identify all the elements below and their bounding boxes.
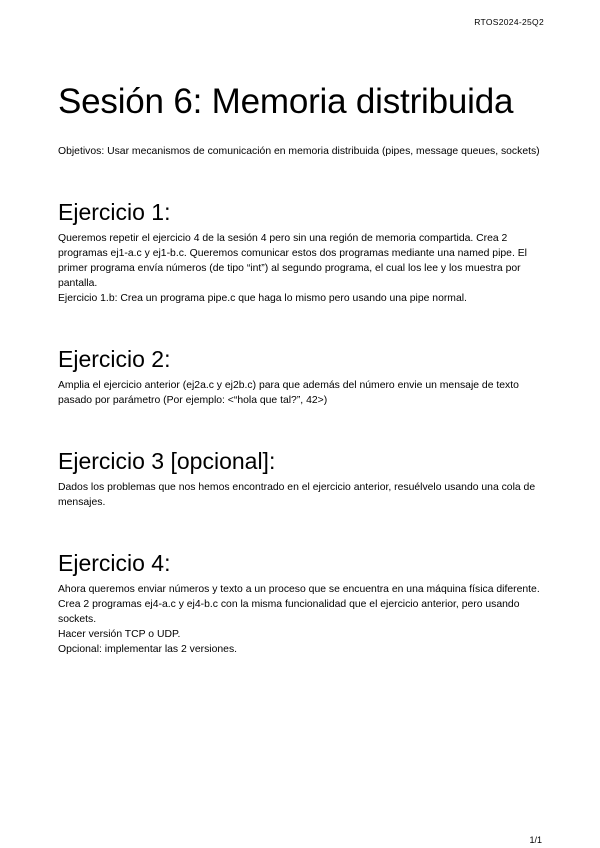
page-number: 1/1 — [529, 835, 542, 845]
section-ejercicio-1 — [58, 197, 544, 306]
paragraph: Queremos repetir el ejercicio 4 de la sesión 4 pero sin una región de memoria compartida. Crea 2 programas ej1-a.c y ej1-b.c. Queremos comunicar estos dos programas mediante una named pipe. El primer programa envía números (de tipo “int”) al segundo programa, el cual los lee y los muestra por pantalla. — [58, 233, 527, 289]
section-body — [58, 378, 544, 408]
document-title: Sesión 6: Memoria distribuida — [58, 82, 514, 121]
course-code-header: RTOS2024-25Q2 — [474, 17, 544, 27]
section-body — [58, 582, 544, 657]
section-ejercicio-2 — [58, 344, 544, 408]
section-body — [58, 480, 544, 510]
section-ejercicio-4 — [58, 548, 544, 657]
paragraph: Amplia el ejercicio anterior (ej2a.c y ej2b.c) para que además del número envie un mensaje de texto pasado por parámetro (Por ejemplo: <“hola que tal?”, 42>) — [58, 380, 519, 406]
paragraph: Hacer versión TCP o UDP. — [58, 629, 181, 640]
paragraph: Opcional: implementar las 2 versiones. — [58, 644, 238, 655]
paragraph: Ejercicio 1.b: Crea un programa pipe.c que haga lo mismo pero usando una pipe normal. — [58, 293, 467, 304]
section-heading: Ejercicio 1: — [58, 199, 171, 225]
document-content — [58, 76, 544, 657]
section-body — [58, 231, 544, 306]
paragraph: Dados los problemas que nos hemos encontrado en el ejercicio anterior, resuélvelo usando una cola de mensajes. — [58, 482, 536, 508]
paragraph: Ahora queremos enviar números y texto a un proceso que se encuentra en una máquina física diferente. Crea 2 programas ej4-a.c y ej4-b.c con la misma funcionalidad que el ejercicio anterior, pero usando sockets. — [58, 584, 540, 625]
section-ejercicio-3 — [58, 446, 544, 510]
objectives-text: Objetivos: Usar mecanismos de comunicación en memoria distribuida (pipes, message queues, sockets) — [58, 146, 540, 157]
section-heading: Ejercicio 3 [opcional]: — [58, 448, 276, 474]
section-heading: Ejercicio 4: — [58, 550, 171, 576]
section-heading: Ejercicio 2: — [58, 346, 171, 372]
